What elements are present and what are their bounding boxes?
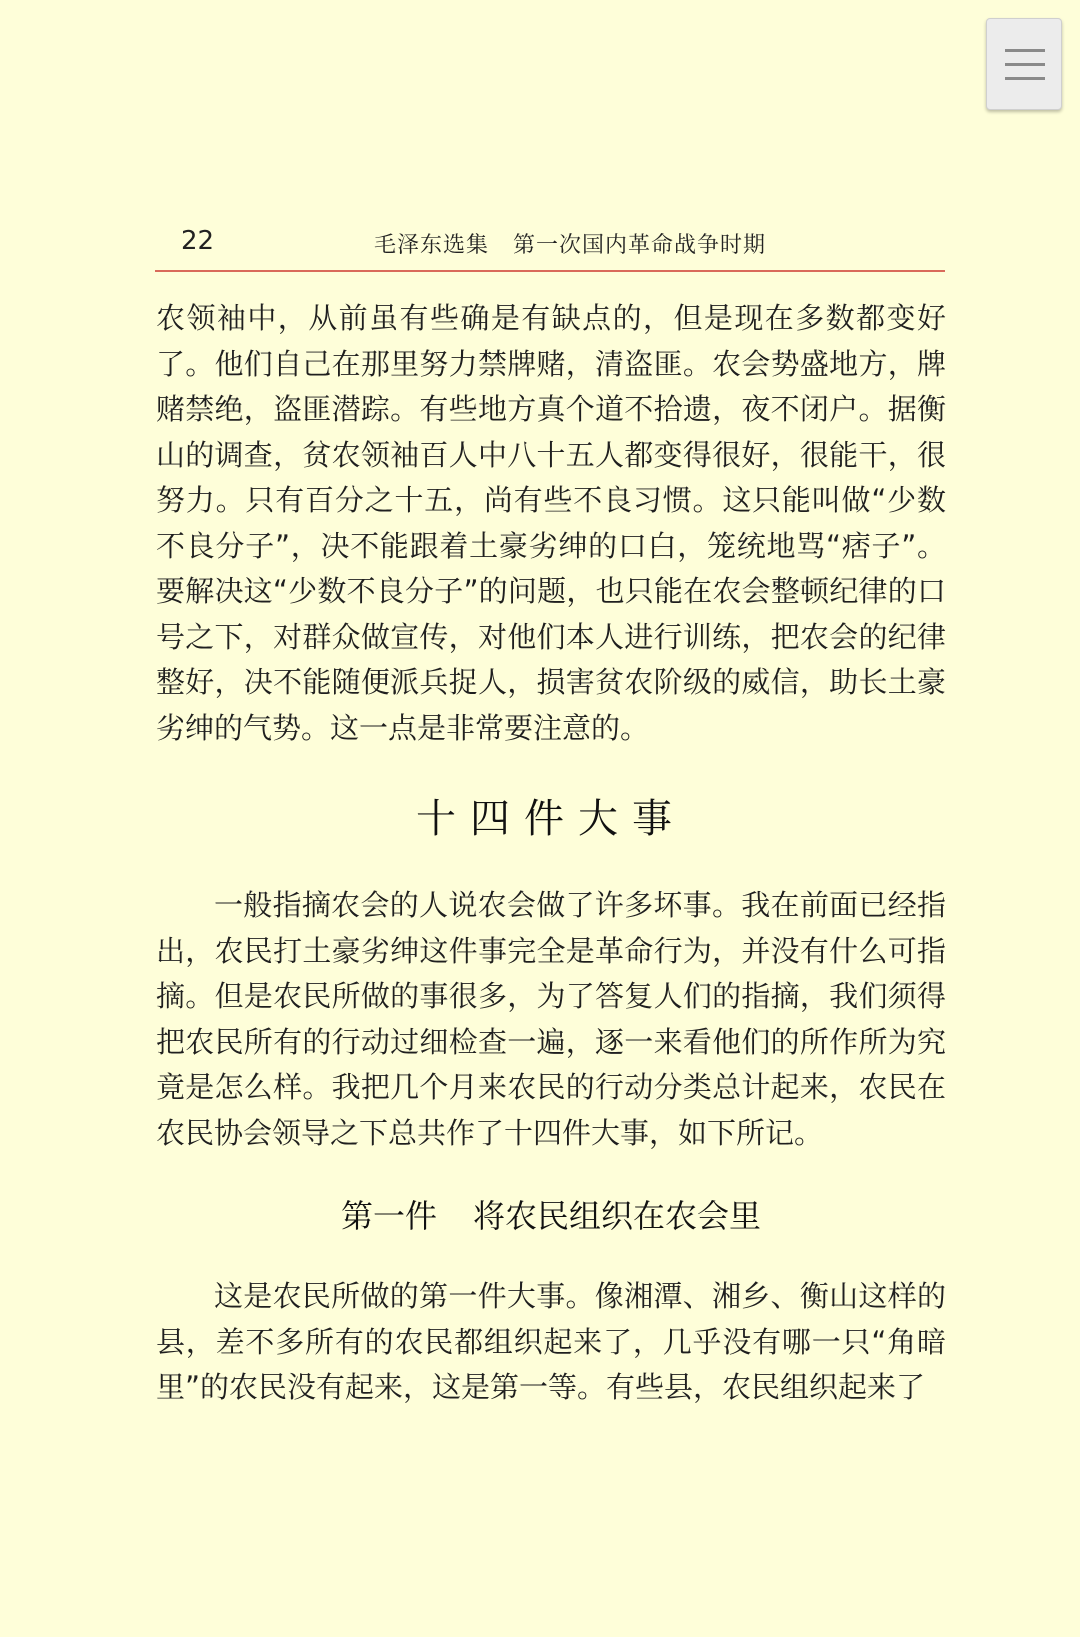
subsection-number: 第一件	[340, 1197, 437, 1235]
paragraph: 一般指摘农会的人说农会做了许多坏事。我在前面已经指出，农民打土豪劣绅这件事完全是革命行为，并没有什么可指摘。但是农民所做的事很多，为了答复人们的指摘，我们须得把农民所有的行动过细检查一遍，逐一来看他们的所作所为究竟是怎么样。我把几个月来农民的行动分类总计起来，农民在农民协会领导之下总共作了十四件大事，如下所记。	[156, 888, 946, 1150]
paragraph: 这是农民所做的第一件大事。像湘潭、湘乡、衡山这样的县，差不多所有的农民都组织起来了，几乎没有哪一只“角暗里”的农民没有起来，这是第一等。有些县，农民组织起来了	[156, 1279, 946, 1404]
paragraph-continued: 农领袖中，从前虽有些确是有缺点的，但是现在多数都变好了。他们自己在那里努力禁牌赌，清盗匪。农会势盛地方，牌赌禁绝，盗匪潜踪。有些地方真个道不拾遗，夜不闭户。据衡山的调查，贫农领袖百人中八十五人都变得很好，很能干，很努力。只有百分之十五，尚有些不良习惯。这只能叫做“少数不良分子”，决不能跟着土豪劣绅的口白，笼统地骂“痞子”。要解决这“少数不良分子”的问题，也只能在农会整顿纪律的口号之下，对群众做宣传，对他们本人进行训练，把农会的纪律整好，决不能随便派兵捉人，损害贫农阶级的威信，助长土豪劣绅的气势。这一点是非常要注意的。	[156, 301, 946, 745]
subsection-title	[156, 1188, 946, 1244]
section-title: 十四件大事	[416, 796, 686, 842]
subsection-heading: 将农民组织在农会里	[473, 1197, 762, 1235]
hamburger-menu-icon-bar	[1005, 77, 1045, 80]
hamburger-menu-icon-bar	[1005, 63, 1045, 66]
running-head	[155, 228, 945, 259]
menu-button[interactable]	[986, 18, 1062, 110]
page-header	[155, 222, 945, 272]
page-content	[156, 296, 946, 1411]
period-title: 第一次国内革命战争时期	[513, 233, 767, 258]
hamburger-menu-icon	[1005, 49, 1045, 52]
book-title: 毛泽东选集	[373, 233, 489, 258]
page-number: 22	[181, 226, 215, 256]
